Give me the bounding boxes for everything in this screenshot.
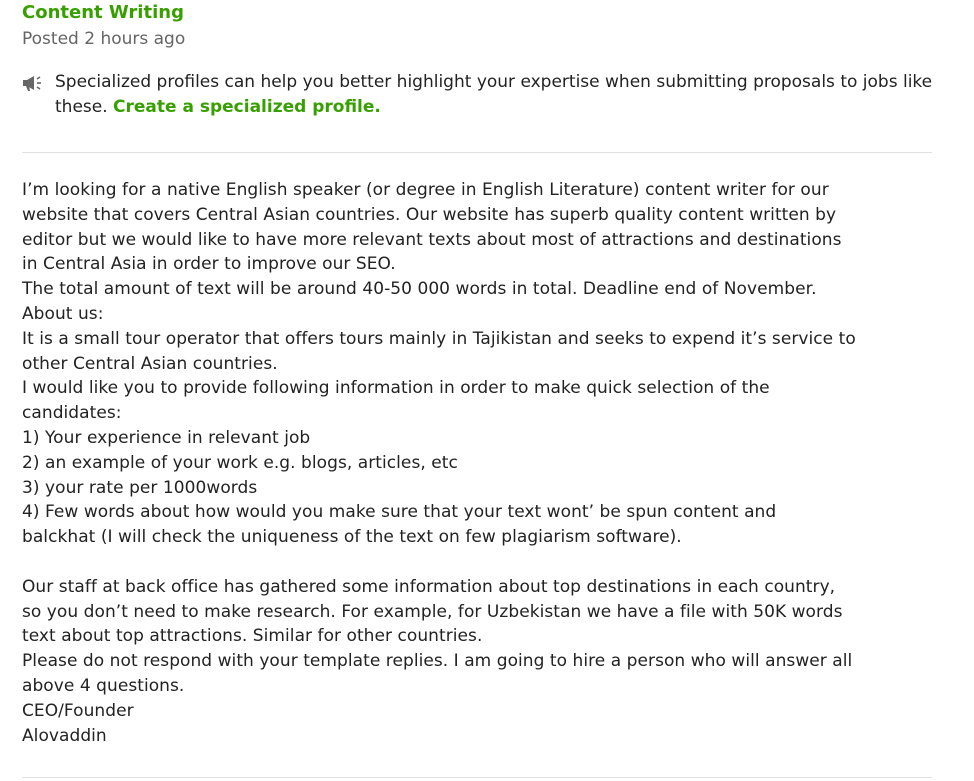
divider [22,152,932,153]
description-line: candidates: [22,403,122,424]
posted-time: Posted 2 hours ago [22,29,186,49]
description-line: 3) your rate per 1000words [22,477,258,498]
description-line: editor but we would like to have more relevant texts about most of attractions and destinations [22,229,842,250]
description-line: text about top attractions. Similar for other countries. [22,626,483,647]
description-blank-line [22,550,947,575]
job-description [22,178,947,748]
description-line: 4) Few words about how would you make sure that your text wont’ be spun content and [22,502,777,523]
description-line: About us: [22,303,104,324]
description-line: 1) Your experience in relevant job [22,427,311,448]
description-line: Our staff at back office has gathered some information about top destinations in each country, [22,576,836,597]
description-line: other Central Asian countries. [22,353,278,374]
description-line: The total amount of text will be around 40-50 000 words in total. Deadline end of November. [22,279,817,300]
description-line: I’m looking for a native English speaker (or degree in English Literature) content writer for our [22,180,829,200]
create-specialized-profile-link[interactable]: Create a specialized profile. [113,97,381,117]
description-line: in Central Asia in order to improve our SEO. [22,254,396,275]
job-category-title: Content Writing [22,2,184,23]
description-line: 2) an example of your work e.g. blogs, articles, etc [22,452,458,473]
divider [22,777,932,778]
description-line: website that covers Central Asian countries. Our website has superb quality content written by [22,204,837,225]
description-line: balckhat (I will check the uniqueness of the text on few plagiarism software). [22,527,682,548]
description-line: above 4 questions. [22,675,185,696]
description-line: CEO/Founder [22,700,134,721]
tip-text-block [55,70,935,120]
megaphone-icon [22,74,42,92]
description-line: Alovaddin [22,725,107,746]
tip-message: Specialized profiles can help you better highlight your expertise when submitting proposals to jobs like these. [55,72,933,117]
description-line: Please do not respond with your template replies. I am going to hire a person who will answer all [22,651,853,672]
description-line: It is a small tour operator that offers tours mainly in Tajikistan and seeks to expend it’s service to [22,328,856,349]
description-line: so you don’t need to make research. For example, for Uzbekistan we have a file with 50K words [22,601,843,622]
description-line: I would like you to provide following information in order to make quick selection of the [22,378,770,399]
